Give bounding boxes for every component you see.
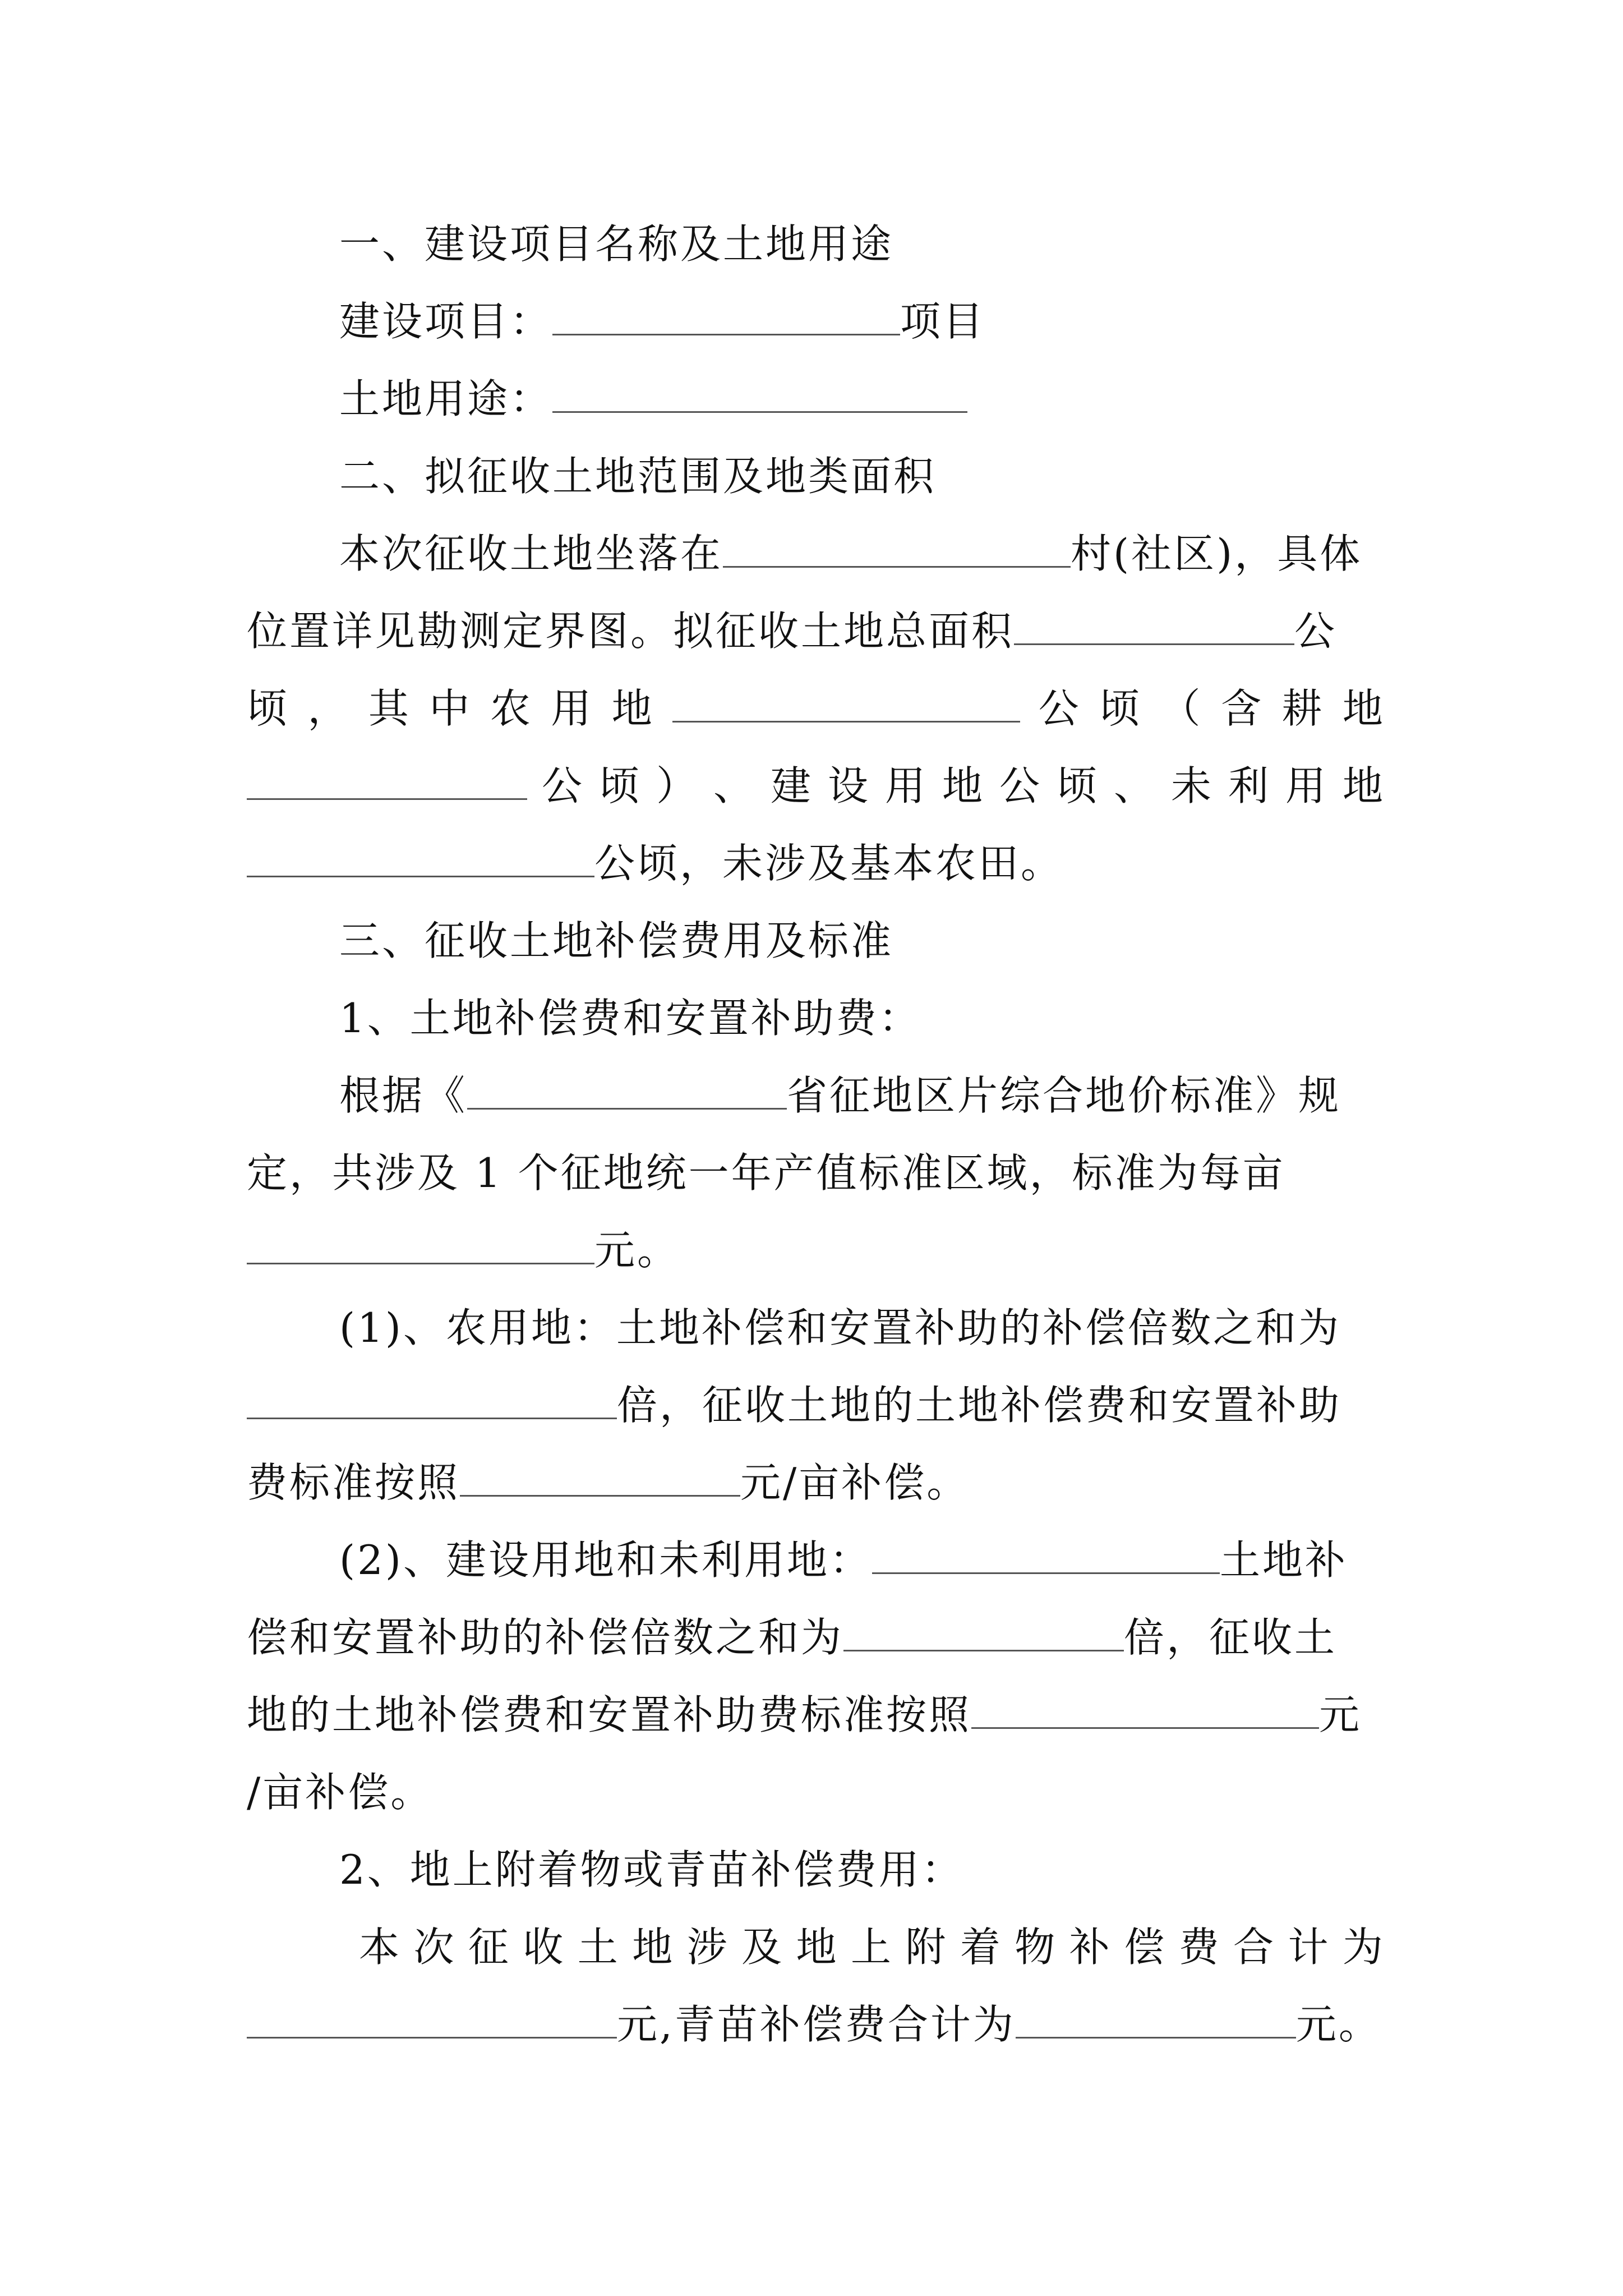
char: （: [1160, 685, 1203, 732]
para2-text: 位置详见勘测定界图。拟征收土地总面积: [247, 608, 1015, 655]
char: 着: [960, 1924, 1003, 1971]
char: 顷: [598, 762, 642, 809]
char: 土: [577, 1924, 620, 1971]
para5-text: 土地补: [1220, 1536, 1348, 1584]
char: 含: [1220, 685, 1264, 732]
construction-multiple-blank[interactable]: [843, 1598, 1124, 1651]
section-2-title-text: 二、拟征收土地范围及地类面积: [339, 453, 937, 500]
para5-text: 偿和安置补助的补偿倍数之和为: [247, 1614, 844, 1661]
char: 、: [713, 762, 756, 809]
section-1-title: [339, 205, 1385, 283]
char: 地: [1342, 762, 1385, 809]
province-blank[interactable]: [467, 1056, 787, 1110]
farmland-multiple-blank[interactable]: [247, 1366, 617, 1419]
para3-text: 定，共涉及 1 个征地统一年产值标准区域，标准为每亩: [247, 1149, 1285, 1197]
char: 本: [359, 1924, 402, 1971]
construction-standard-blank[interactable]: [971, 1676, 1319, 1729]
char: 用: [884, 762, 928, 809]
para2-line-4: [247, 747, 1385, 825]
attachment-fee-blank[interactable]: [247, 1985, 617, 2039]
char: 地: [796, 1924, 839, 1971]
para3-line-1: [339, 1056, 1385, 1135]
char: 建: [770, 762, 813, 809]
char: 偿: [1124, 1924, 1167, 1971]
para5-text: /亩补偿。: [247, 1769, 434, 1816]
para2-line-5: [247, 824, 1385, 903]
char: 合: [1233, 1924, 1276, 1971]
char: 地: [1342, 685, 1385, 732]
section-2-title: [339, 437, 1385, 516]
section-3-title-text: 三、征收土地补偿费用及标准: [339, 917, 894, 964]
char: 地: [942, 762, 985, 809]
char: 补: [1069, 1924, 1112, 1971]
para6-text: 元。: [1295, 2001, 1381, 2048]
para3-text: 根据《: [339, 1072, 468, 1119]
para3-line-3: [247, 1211, 1385, 1290]
project-line: [339, 282, 1385, 361]
para5-text: 元: [1319, 1691, 1362, 1738]
char: 计: [1288, 1924, 1331, 1971]
section-1-title-text: 一、建设项目名称及土地用途: [339, 220, 894, 268]
project-suffix: 项目: [900, 298, 986, 345]
char: 未: [1170, 762, 1214, 809]
construction-land-blank[interactable]: [872, 1521, 1220, 1574]
project-label: 建设项目：: [339, 298, 553, 345]
char: 农: [490, 685, 533, 732]
char: 为: [1342, 1924, 1385, 1971]
char: 、: [1113, 762, 1156, 809]
char: 公: [541, 762, 584, 809]
char: 耕: [1281, 685, 1325, 732]
char: 上: [850, 1924, 893, 1971]
para4-line-3: [247, 1443, 1385, 1522]
char: 顷: [247, 685, 290, 732]
para2-line-2: [247, 592, 1385, 670]
cultivated-area-blank[interactable]: [247, 747, 527, 800]
para5-line-2: [247, 1598, 1385, 1677]
item-1-title: [339, 979, 1385, 1057]
char: 顷: [1099, 685, 1142, 732]
para2-text: 村(社区)，具体: [1071, 530, 1363, 577]
land-use-label: 土地用途：: [339, 375, 553, 422]
para5-text: (2)、建设用地和未利用地：: [339, 1536, 872, 1584]
char: 用: [551, 685, 594, 732]
farmland-standard-blank[interactable]: [460, 1443, 740, 1497]
char: 设: [827, 762, 870, 809]
char: 用: [1285, 762, 1328, 809]
char: 顷: [1056, 762, 1099, 809]
char: 收: [523, 1924, 566, 1971]
char: 利: [1228, 762, 1271, 809]
para5-line-1: [339, 1521, 1385, 1599]
para2-line-3: [247, 669, 1385, 748]
para4-text: 费标准按照: [247, 1459, 460, 1506]
item-2-title-text: 2、地上附着物或青苗补偿费用：: [339, 1846, 964, 1893]
project-blank[interactable]: [552, 282, 900, 335]
char: 征: [468, 1924, 511, 1971]
para4-line-1: [339, 1289, 1385, 1367]
village-blank[interactable]: [723, 514, 1071, 568]
para6-line-2: [247, 1985, 1385, 2064]
para4-text: (1)、农用地：土地补偿和安置补助的补偿倍数之和为: [339, 1304, 1341, 1351]
para4-line-2: [247, 1366, 1385, 1444]
seedling-fee-blank[interactable]: [1016, 1985, 1296, 2039]
char: 地: [632, 1924, 675, 1971]
char: ）: [656, 762, 699, 809]
para5-line-4: [247, 1753, 1385, 1832]
char: 地: [611, 685, 654, 732]
para5-text: 倍，征收土: [1124, 1614, 1338, 1661]
para6-text: 元,青苗补偿费合计为: [617, 2001, 1016, 2048]
char: 其: [368, 685, 411, 732]
char: 公: [999, 762, 1042, 809]
para2-line-1: [339, 514, 1385, 593]
char: 中: [429, 685, 472, 732]
char: 物: [1015, 1924, 1058, 1971]
price-per-mu-blank[interactable]: [247, 1211, 594, 1264]
land-use-blank[interactable]: [552, 360, 967, 413]
char: 附: [905, 1924, 948, 1971]
para5-text: 地的土地补偿费和安置补助费标准按照: [247, 1691, 972, 1738]
para2-text: 公: [1294, 608, 1338, 655]
char: 费: [1178, 1924, 1221, 1971]
char: 次: [413, 1924, 457, 1971]
land-use-line: [339, 360, 1385, 438]
para6-line-1: [359, 1908, 1385, 1986]
para2-text: 本次征收土地坐落在: [339, 530, 723, 577]
total-area-blank[interactable]: [1014, 592, 1294, 645]
para4-text: 元/亩补偿。: [740, 1459, 970, 1506]
para4-text: 倍，征收土地的土地补偿费和安置补助: [617, 1382, 1342, 1429]
farmland-area-blank[interactable]: [672, 669, 1020, 723]
unused-area-blank[interactable]: [247, 824, 594, 877]
para3-text: 元。: [594, 1227, 680, 1274]
para2-text: 公顷，未涉及基本农田。: [594, 840, 1064, 887]
char: ，: [307, 685, 351, 732]
char: 涉: [686, 1924, 730, 1971]
item-1-title-text: 1、土地补偿费和安置补助费：: [339, 995, 921, 1042]
char: 及: [741, 1924, 785, 1971]
para3-line-2: [247, 1134, 1385, 1212]
para3-text: 省征地区片综合地价标准》规: [787, 1072, 1341, 1119]
section-3-title: [339, 901, 1385, 980]
item-2-title: [339, 1830, 1385, 1909]
char: 公: [1038, 685, 1081, 732]
para5-line-3: [247, 1676, 1385, 1754]
